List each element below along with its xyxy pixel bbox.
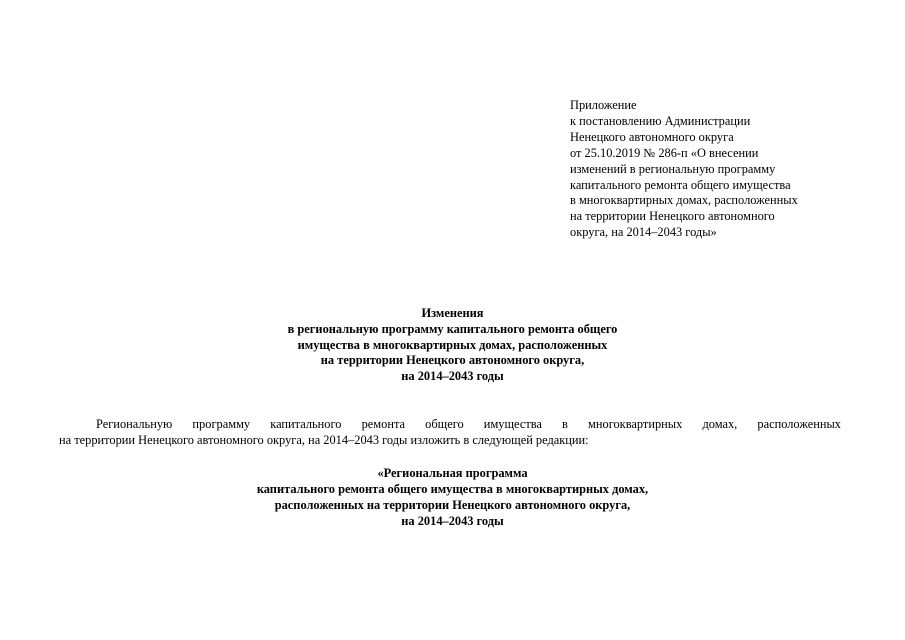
- appendix-line: Ненецкого автономного округа: [570, 129, 734, 144]
- program-title-line: на 2014–2043 годы: [401, 513, 504, 528]
- program-title-line: расположенных на территории Ненецкого автономного округа,: [274, 497, 631, 512]
- appendix-line: округа, на 2014–2043 годы»: [570, 225, 717, 240]
- body-line: Региональную программу капитального ремонта общего имущества в многоквартирных домах, расположенных: [96, 417, 841, 431]
- title-line: на территории Ненецкого автономного округа,: [320, 353, 585, 368]
- title-line: Изменения: [421, 306, 484, 320]
- title-line: на 2014–2043 годы: [401, 369, 504, 384]
- appendix-line: от 25.10.2019 № 286-п «О внесении: [570, 145, 759, 160]
- appendix-line: Приложение: [570, 98, 637, 112]
- program-title-line: капитального ремонта общего имущества в многоквартирных домах,: [256, 481, 649, 496]
- appendix-line: в многоквартирных домах, расположенных: [570, 193, 798, 208]
- title-line: имущества в многоквартирных домах, расположенных: [297, 337, 608, 352]
- appendix-line: капитального ремонта общего имущества: [570, 177, 791, 192]
- appendix-line: изменений в региональную программу: [570, 161, 776, 176]
- title-line: в региональную программу капитального ремонта общего: [287, 321, 618, 336]
- appendix-block: [570, 98, 870, 241]
- program-title-line: «Региональная программа: [377, 466, 528, 480]
- appendix-line: на территории Ненецкого автономного: [570, 209, 775, 224]
- program-title: [0, 466, 905, 530]
- appendix-line: к постановлению Администрации: [570, 113, 751, 128]
- body-line: на территории Ненецкого автономного округа, на 2014–2043 годы изложить в следующей редакции:: [59, 433, 589, 447]
- body-paragraph: [59, 416, 841, 448]
- document-title: [0, 306, 905, 385]
